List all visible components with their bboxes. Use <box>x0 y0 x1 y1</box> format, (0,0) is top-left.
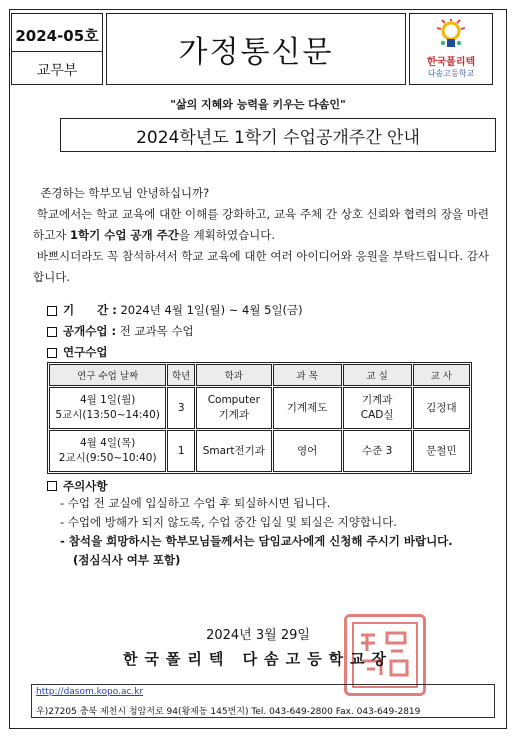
checkbox-icon <box>47 306 57 316</box>
notice-heading <box>47 478 107 494</box>
issue-number: 2024-05호 <box>12 18 102 52</box>
cell-subject: 영어 <box>273 430 342 472</box>
notice-list <box>60 494 500 570</box>
research-class-table <box>47 362 472 474</box>
department: 교무부 <box>36 63 78 79</box>
period-label: 기 간 : <box>63 303 117 317</box>
issue-date: 2024년 3월 29일 <box>206 628 310 643</box>
col-date: 연구 수업 날짜 <box>49 364 166 386</box>
document-title: 가정통신문 <box>106 13 406 85</box>
signer: 한국폴리텍 다솜고등학교장 <box>122 650 394 668</box>
footer <box>31 684 495 718</box>
research-class-label: 연구수업 <box>63 345 108 359</box>
col-department: 학과 <box>196 364 272 386</box>
cell-teacher: 문철민 <box>413 430 470 472</box>
cell-date: 4월 4일(목) 2교시(9:50~10:40) <box>49 430 166 472</box>
notice-item: - 참석을 희망하시는 학부모님들께서는 담임교사에게 신청해 주시기 바랍니다. <box>60 534 453 548</box>
col-classroom: 교 실 <box>343 364 412 386</box>
col-subject: 과 목 <box>273 364 342 386</box>
logo-subtitle: 다솜고등학교 <box>427 69 475 78</box>
cell-grade: 1 <box>167 430 195 472</box>
table-header-row <box>49 364 470 386</box>
cell-department: Computer 기계과 <box>196 387 272 429</box>
school-logo <box>409 13 493 85</box>
col-teacher: 교 사 <box>413 364 470 386</box>
col-grade: 학년 <box>167 364 195 386</box>
table-row <box>49 430 470 472</box>
checkbox-icon <box>47 327 57 337</box>
cell-grade: 3 <box>167 387 195 429</box>
school-address: 우)27205 충북 제천시 청암저로 94(왕제동 145번지) Tel. 043-649-2800 Fax. 043-649-2819 <box>36 707 421 717</box>
logo-name: 한국폴리텍 <box>426 57 476 68</box>
issue-box <box>11 13 103 85</box>
logo-icon <box>434 19 468 51</box>
period-value: 2024년 4월 1일(월) ~ 4월 5일(금) <box>120 303 303 317</box>
open-class-item <box>47 321 303 342</box>
notice-title: 주의사항 <box>63 479 108 493</box>
cell-department: Smart전기과 <box>196 430 272 472</box>
intro-highlight: 1학기 수업 공개 주간 <box>69 228 179 242</box>
intro-text <box>33 183 489 288</box>
header <box>11 13 499 85</box>
open-class-value: 전 교과목 수업 <box>119 324 194 338</box>
period-item <box>47 300 303 321</box>
open-class-label: 공개수업 : <box>63 324 117 338</box>
slogan: "삶의 지혜와 능력을 키우는 다솜인" <box>170 98 346 111</box>
notice-item: - 수업에 방해가 되지 않도록, 수업 중간 입실 및 퇴실은 지양합니다. <box>60 515 397 529</box>
cell-classroom: 기계과 CAD실 <box>343 387 412 429</box>
checkbox-icon <box>47 481 57 491</box>
intro-paragraph: 학교에서는 학교 교육에 대한 이해를 강화하고, 교육 주체 간 상호 신뢰와 협력의 장을 마련하고자 1학기 수업 공개 주간을 계획하였습니다. <box>33 207 489 242</box>
notice-item: - 수업 전 교실에 입실하고 수업 후 퇴실하시면 됩니다. <box>60 496 331 510</box>
checkbox-icon <box>47 348 57 358</box>
notice-item: (점심식사 여부 포함) <box>73 553 181 567</box>
cell-subject: 기계제도 <box>273 387 342 429</box>
school-website-link[interactable]: http://dasom.kopo.ac.kr <box>36 687 144 697</box>
cell-teacher: 김정대 <box>413 387 470 429</box>
table-row <box>49 387 470 429</box>
cell-classroom: 수준 3 <box>343 430 412 472</box>
headline: 2024학년도 1학기 수업공개주간 안내 <box>60 118 496 152</box>
intro-closing: 바쁘시더라도 꼭 참석하셔서 학교 교육에 대한 여러 아이디어와 응원을 부탁드립니다. 감사합니다. <box>33 249 489 284</box>
research-class-item <box>47 342 303 363</box>
intro-greeting: 존경하는 학부모님 안녕하십니까? <box>40 186 210 200</box>
cell-date: 4월 1일(월) 5교시(13:50~14:40) <box>49 387 166 429</box>
info-list <box>47 300 303 363</box>
